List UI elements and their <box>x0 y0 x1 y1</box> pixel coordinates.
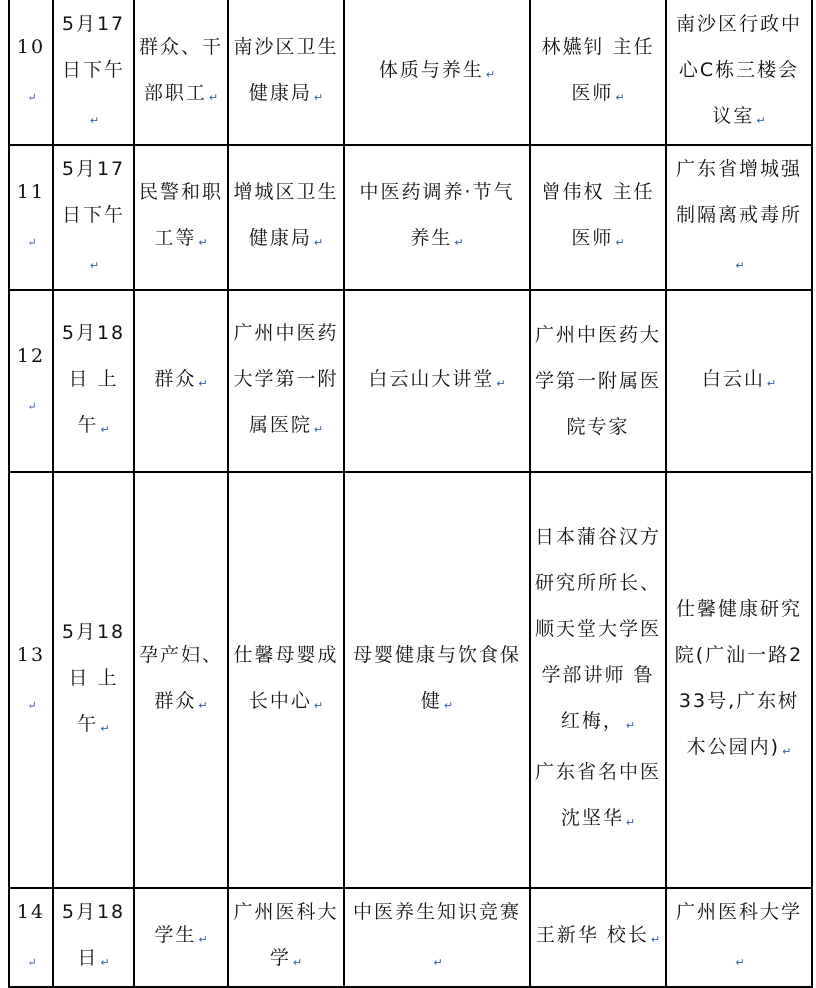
speaker-cell: 日本蒲谷汉方研究所所长、顺天堂大学医学部讲师 鲁红梅， ↵ 广东省名中医 沈坚华 ↵ <box>530 472 666 888</box>
paragraph-mark-icon: ↵ <box>313 90 324 104</box>
paragraph-mark-icon: ↵ <box>27 956 37 969</box>
paragraph-mark-icon: ↵ <box>100 956 110 969</box>
paragraph-mark-icon: ↵ <box>735 956 745 969</box>
paragraph-mark-icon: ↵ <box>485 67 496 81</box>
paragraph-mark-icon: ↵ <box>198 933 208 946</box>
schedule-table <box>8 0 813 988</box>
organizer-cell: 广州中医药大学第一附属医院 ↵ <box>228 290 344 472</box>
paragraph-mark-icon: ↵ <box>208 90 219 104</box>
venue-cell: 仕馨健康研究院(广汕一路233号,广东树木公园内) ↵ <box>666 472 812 888</box>
audience-cell: 孕产妇、群众 ↵ <box>134 472 228 888</box>
row-number-cell: 10↵ <box>9 0 53 145</box>
audience-cell: 群众 ↵ <box>134 290 228 472</box>
paragraph-mark-icon: ↵ <box>27 90 37 104</box>
audience-cell: 民警和职工等 ↵ <box>134 145 228 290</box>
paragraph-mark-icon: ↵ <box>27 236 37 249</box>
table-row <box>9 290 812 472</box>
paragraph-mark-icon: ↵ <box>625 719 636 732</box>
paragraph-mark-icon: ↵ <box>100 422 110 436</box>
venue-cell: 广东省增城强制隔离戒毒所↵ <box>666 145 812 290</box>
topic-cell: 白云山大讲堂 ↵ <box>344 290 530 472</box>
paragraph-mark-icon: ↵ <box>198 376 208 390</box>
paragraph-mark-icon: ↵ <box>454 236 464 249</box>
topic-cell: 中医药调养·节气养生 ↵ <box>344 145 530 290</box>
row-number-cell: 13↵ <box>9 472 53 888</box>
table-row <box>9 145 812 290</box>
date-cell: 5月17日下午↵ <box>53 145 134 290</box>
paragraph-mark-icon: ↵ <box>198 698 208 712</box>
row-number-cell: 11↵ <box>9 145 53 290</box>
paragraph-mark-icon: ↵ <box>27 399 37 413</box>
paragraph-mark-icon: ↵ <box>313 698 324 712</box>
date-cell: 5月18日 上午 ↵ <box>53 472 134 888</box>
audience-cell: 群众、干部职工 ↵ <box>134 0 228 145</box>
organizer-cell: 增城区卫生健康局 ↵ <box>228 145 344 290</box>
paragraph-mark-icon: ↵ <box>292 956 303 969</box>
topic-cell: 中医养生知识竞赛↵ <box>344 888 530 987</box>
paragraph-mark-icon: ↵ <box>27 698 37 712</box>
row-number-cell: 12↵ <box>9 290 53 472</box>
organizer-cell: 仕馨母婴成长中心 ↵ <box>228 472 344 888</box>
paragraph-mark-icon: ↵ <box>496 376 506 390</box>
paragraph-mark-icon: ↵ <box>89 113 100 127</box>
topic-cell: 体质与养生 ↵ <box>344 0 530 145</box>
speaker-cell: 王新华 校长 ↵ <box>530 888 666 987</box>
speaker-cell: 曾伟权 主任医师 ↵ <box>530 145 666 290</box>
speaker-cell: 广州中医药大学第一附属医院专家 <box>530 290 666 472</box>
date-cell: 5月18日 ↵ <box>53 888 134 987</box>
paragraph-mark-icon: ↵ <box>313 422 324 436</box>
speaker-cell: 林嬿钊 主任医师 ↵ <box>530 0 666 145</box>
venue-cell: 广州医科大学↵ <box>666 888 812 987</box>
paragraph-mark-icon: ↵ <box>615 90 625 104</box>
paragraph-mark-icon: ↵ <box>766 376 777 390</box>
paragraph-mark-icon: ↵ <box>782 744 792 758</box>
table-row <box>9 888 812 987</box>
paragraph-mark-icon: ↵ <box>313 236 324 249</box>
organizer-cell: 广州医科大学 ↵ <box>228 888 344 987</box>
paragraph-mark-icon: ↵ <box>443 698 454 712</box>
paragraph-mark-icon: ↵ <box>615 236 625 249</box>
audience-cell: 学生 ↵ <box>134 888 228 987</box>
topic-cell: 母婴健康与饮食保健 ↵ <box>344 472 530 888</box>
paragraph-mark-icon: ↵ <box>756 113 766 127</box>
paragraph-mark-icon: ↵ <box>89 259 100 272</box>
paragraph-mark-icon: ↵ <box>100 721 110 735</box>
organizer-cell: 南沙区卫生健康局 ↵ <box>228 0 344 145</box>
date-cell: 5月18日 上午 ↵ <box>53 290 134 472</box>
venue-cell: 白云山 ↵ <box>666 290 812 472</box>
paragraph-mark-icon: ↵ <box>735 259 745 272</box>
paragraph-mark-icon: ↵ <box>433 956 443 969</box>
paragraph-mark-icon: ↵ <box>198 236 208 249</box>
paragraph-mark-icon: ↵ <box>625 816 636 829</box>
date-cell: 5月17日下午↵ <box>53 0 134 145</box>
paragraph-mark-icon: ↵ <box>650 933 661 946</box>
table-row <box>9 0 812 145</box>
venue-cell: 南沙区行政中心C栋三楼会议室 ↵ <box>666 0 812 145</box>
row-number-cell: 14↵ <box>9 888 53 987</box>
table-row <box>9 472 812 888</box>
